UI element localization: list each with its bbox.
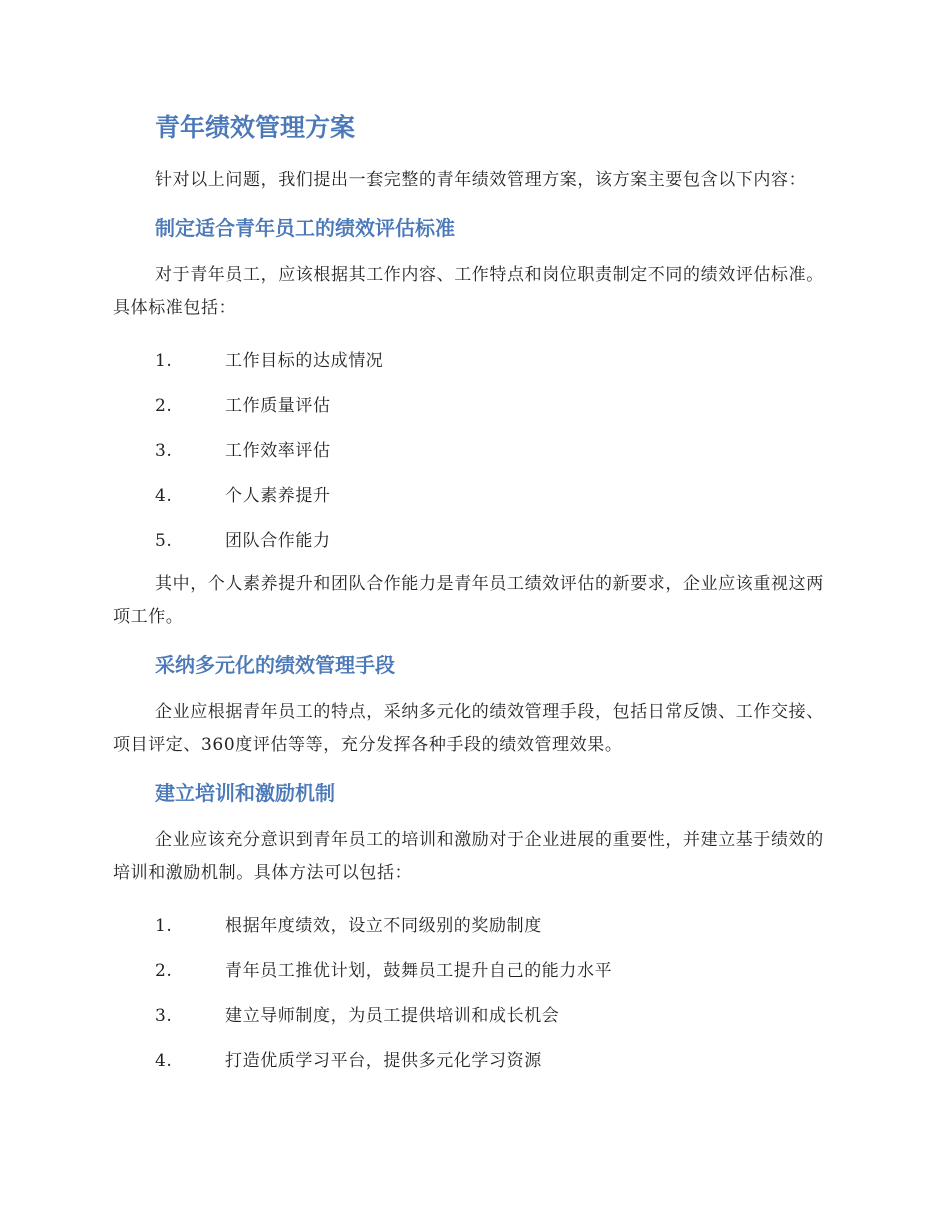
list-item-text: 工作效率评估 (225, 441, 331, 461)
list-item-number: 3. (155, 441, 173, 461)
list-item-text: 工作质量评估 (225, 396, 331, 416)
list-item-text: 建立导师制度，为员工提供培训和成长机会 (225, 1006, 560, 1026)
list-item-number: 5. (155, 531, 173, 551)
section-heading-3: 建立培训和激励机制 (155, 781, 335, 805)
list-item (113, 384, 833, 429)
criteria-list (113, 339, 833, 564)
list-item (113, 474, 833, 519)
list-item-number: 3. (155, 1006, 173, 1026)
list-item-number: 2. (155, 961, 173, 981)
list-item-text: 打造优质学习平台，提供多元化学习资源 (225, 1051, 542, 1071)
list-item-text: 个人素养提升 (225, 486, 331, 506)
document-title: 青年绩效管理方案 (155, 113, 356, 142)
section-1-after-paragraph: 其中，个人素养提升和团队合作能力是青年员工绩效评估的新要求，企业应该重视这两项工作。 (113, 574, 824, 627)
list-item (113, 904, 833, 949)
list-item (113, 949, 833, 994)
list-item-text: 团队合作能力 (225, 531, 331, 551)
methods-list (113, 904, 833, 1084)
list-item-number: 1. (155, 916, 173, 936)
section-heading-2: 采纳多元化的绩效管理手段 (155, 653, 395, 677)
list-item-number: 1. (155, 351, 173, 371)
section-2-paragraph: 企业应根据青年员工的特点，采纳多元化的绩效管理手段，包括日常反馈、工作交接、项目评定、360度评估等等，充分发挥各种手段的绩效管理效果。 (113, 702, 824, 755)
document-content (113, 106, 833, 1084)
list-item-text: 工作目标的达成情况 (225, 351, 384, 371)
section-3-paragraph: 企业应该充分意识到青年员工的培训和激励对于企业进展的重要性，并建立基于绩效的培训和激励机制。具体方法可以包括： (113, 830, 824, 883)
list-item-text: 青年员工推优计划，鼓舞员工提升自己的能力水平 (225, 961, 613, 981)
intro-paragraph: 针对以上问题，我们提出一套完整的青年绩效管理方案，该方案主要包含以下内容： (155, 170, 807, 190)
list-item (113, 994, 833, 1039)
list-item-text: 根据年度绩效，设立不同级别的奖励制度 (225, 916, 542, 936)
list-item (113, 1039, 833, 1084)
list-item (113, 429, 833, 474)
section-heading-1: 制定适合青年员工的绩效评估标准 (155, 216, 455, 240)
list-item-number: 4. (155, 1051, 173, 1071)
list-item (113, 339, 833, 384)
list-item-number: 4. (155, 486, 173, 506)
section-1-paragraph: 对于青年员工，应该根据其工作内容、工作特点和岗位职责制定不同的绩效评估标准。具体标准包括： (113, 265, 824, 318)
list-item-number: 2. (155, 396, 173, 416)
list-item (113, 519, 833, 564)
